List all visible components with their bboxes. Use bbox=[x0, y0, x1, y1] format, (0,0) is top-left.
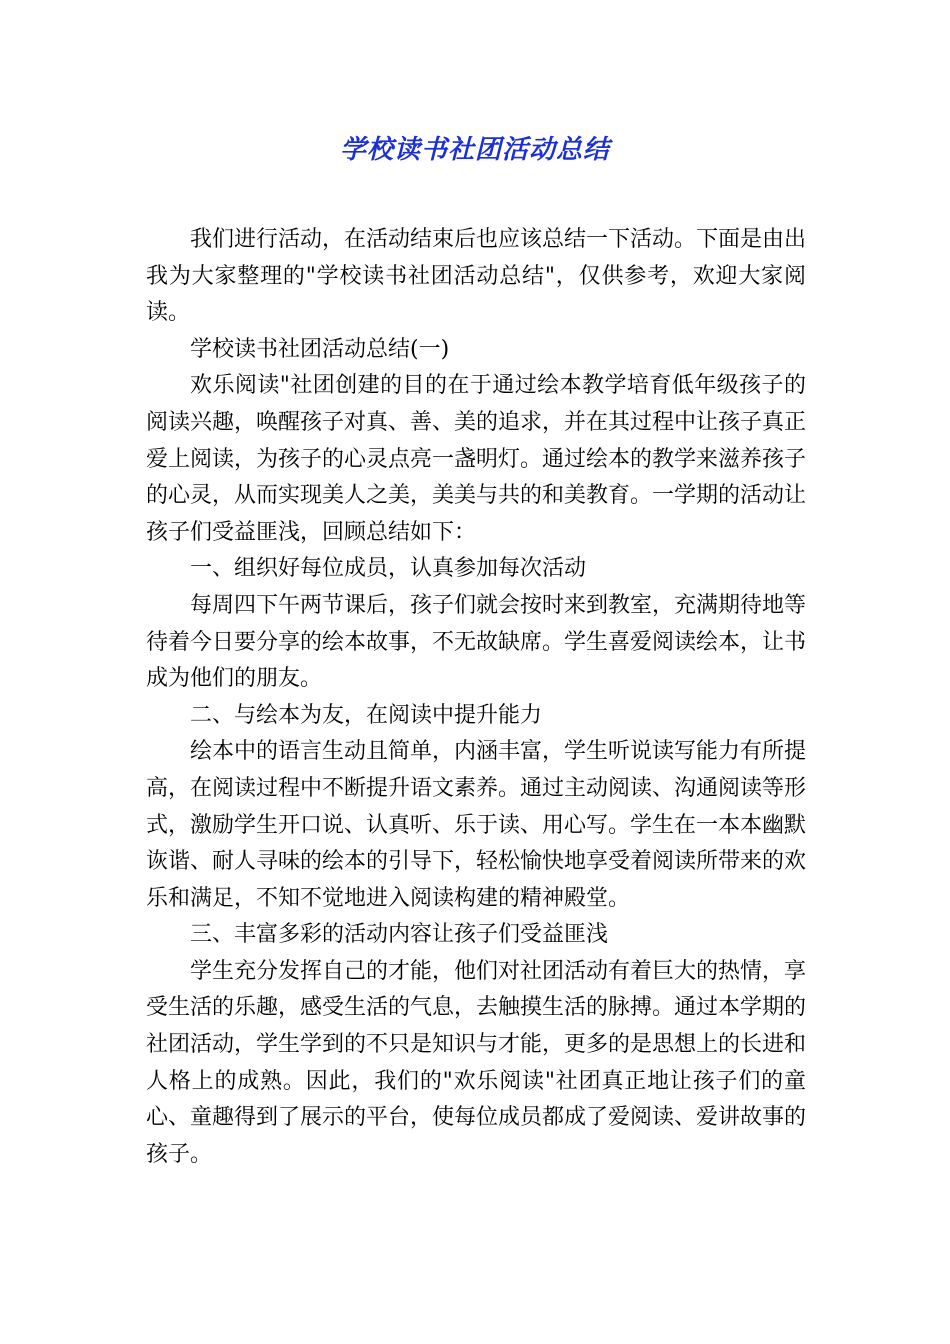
body-paragraph: 绘本中的语言生动且简单，内涵丰富，学生听说读写能力有所提高，在阅读过程中不断提升语文素养。通过主动阅读、沟通阅读等形式，激励学生开口说、认真听、乐于读、用心写。学生在一本本幽默诙谐、耐人寻味的绘本的引导下，轻松愉快地享受着阅读所带来的欢乐和满足，不知不觉地进入阅读构建的精神殿堂。 bbox=[146, 739, 807, 911]
document-body bbox=[146, 222, 806, 1173]
subsection-heading: 三、丰富多彩的活动内容让孩子们受益匪浅 bbox=[190, 922, 609, 948]
subsection-heading: 一、组织好每位成员，认真参加每次活动 bbox=[190, 556, 587, 582]
body-paragraph: 欢乐阅读"社团创建的目的在于通过绘本教学培育低年级孩子的阅读兴趣，唤醒孩子对真、善、美的追求，并在其过程中让孩子真正爱上阅读，为孩子的心灵点亮一盏明灯。通过绘本的教学来滋养孩子的心灵，从而实现美人之美，美美与共的和美教育。一学期的活动让孩子们受益匪浅，回顾总结如下： bbox=[146, 373, 807, 545]
body-paragraph: 学生充分发挥自己的才能，他们对社团活动有着巨大的热情，享受生活的乐趣，感受生活的气息，去触摸生活的脉搏。通过本学期的社团活动，学生学到的不只是知识与才能，更多的是思想上的长进和人格上的成熟。因此，我们的"欢乐阅读"社团真正地让孩子们的童心、童趣得到了展示的平台，使每位成员都成了爱阅读、爱讲故事的孩子。 bbox=[146, 958, 807, 1167]
body-paragraph: 每周四下午两节课后，孩子们就会按时来到教室，充满期待地等待着今日要分享的绘本故事，不无故缺席。学生喜爱阅读绘本，让书成为他们的朋友。 bbox=[146, 592, 807, 692]
intro-paragraph: 我们进行活动，在活动结束后也应该总结一下活动。下面是由出我为大家整理的"学校读书社团活动总结"，仅供参考，欢迎大家阅读。 bbox=[146, 227, 807, 326]
section-heading: 学校读书社团活动总结(一) bbox=[190, 336, 450, 362]
subsection-heading: 二、与绘本为友，在阅读中提升能力 bbox=[190, 702, 543, 728]
document-title: 学校读书社团活动总结 bbox=[339, 135, 610, 165]
